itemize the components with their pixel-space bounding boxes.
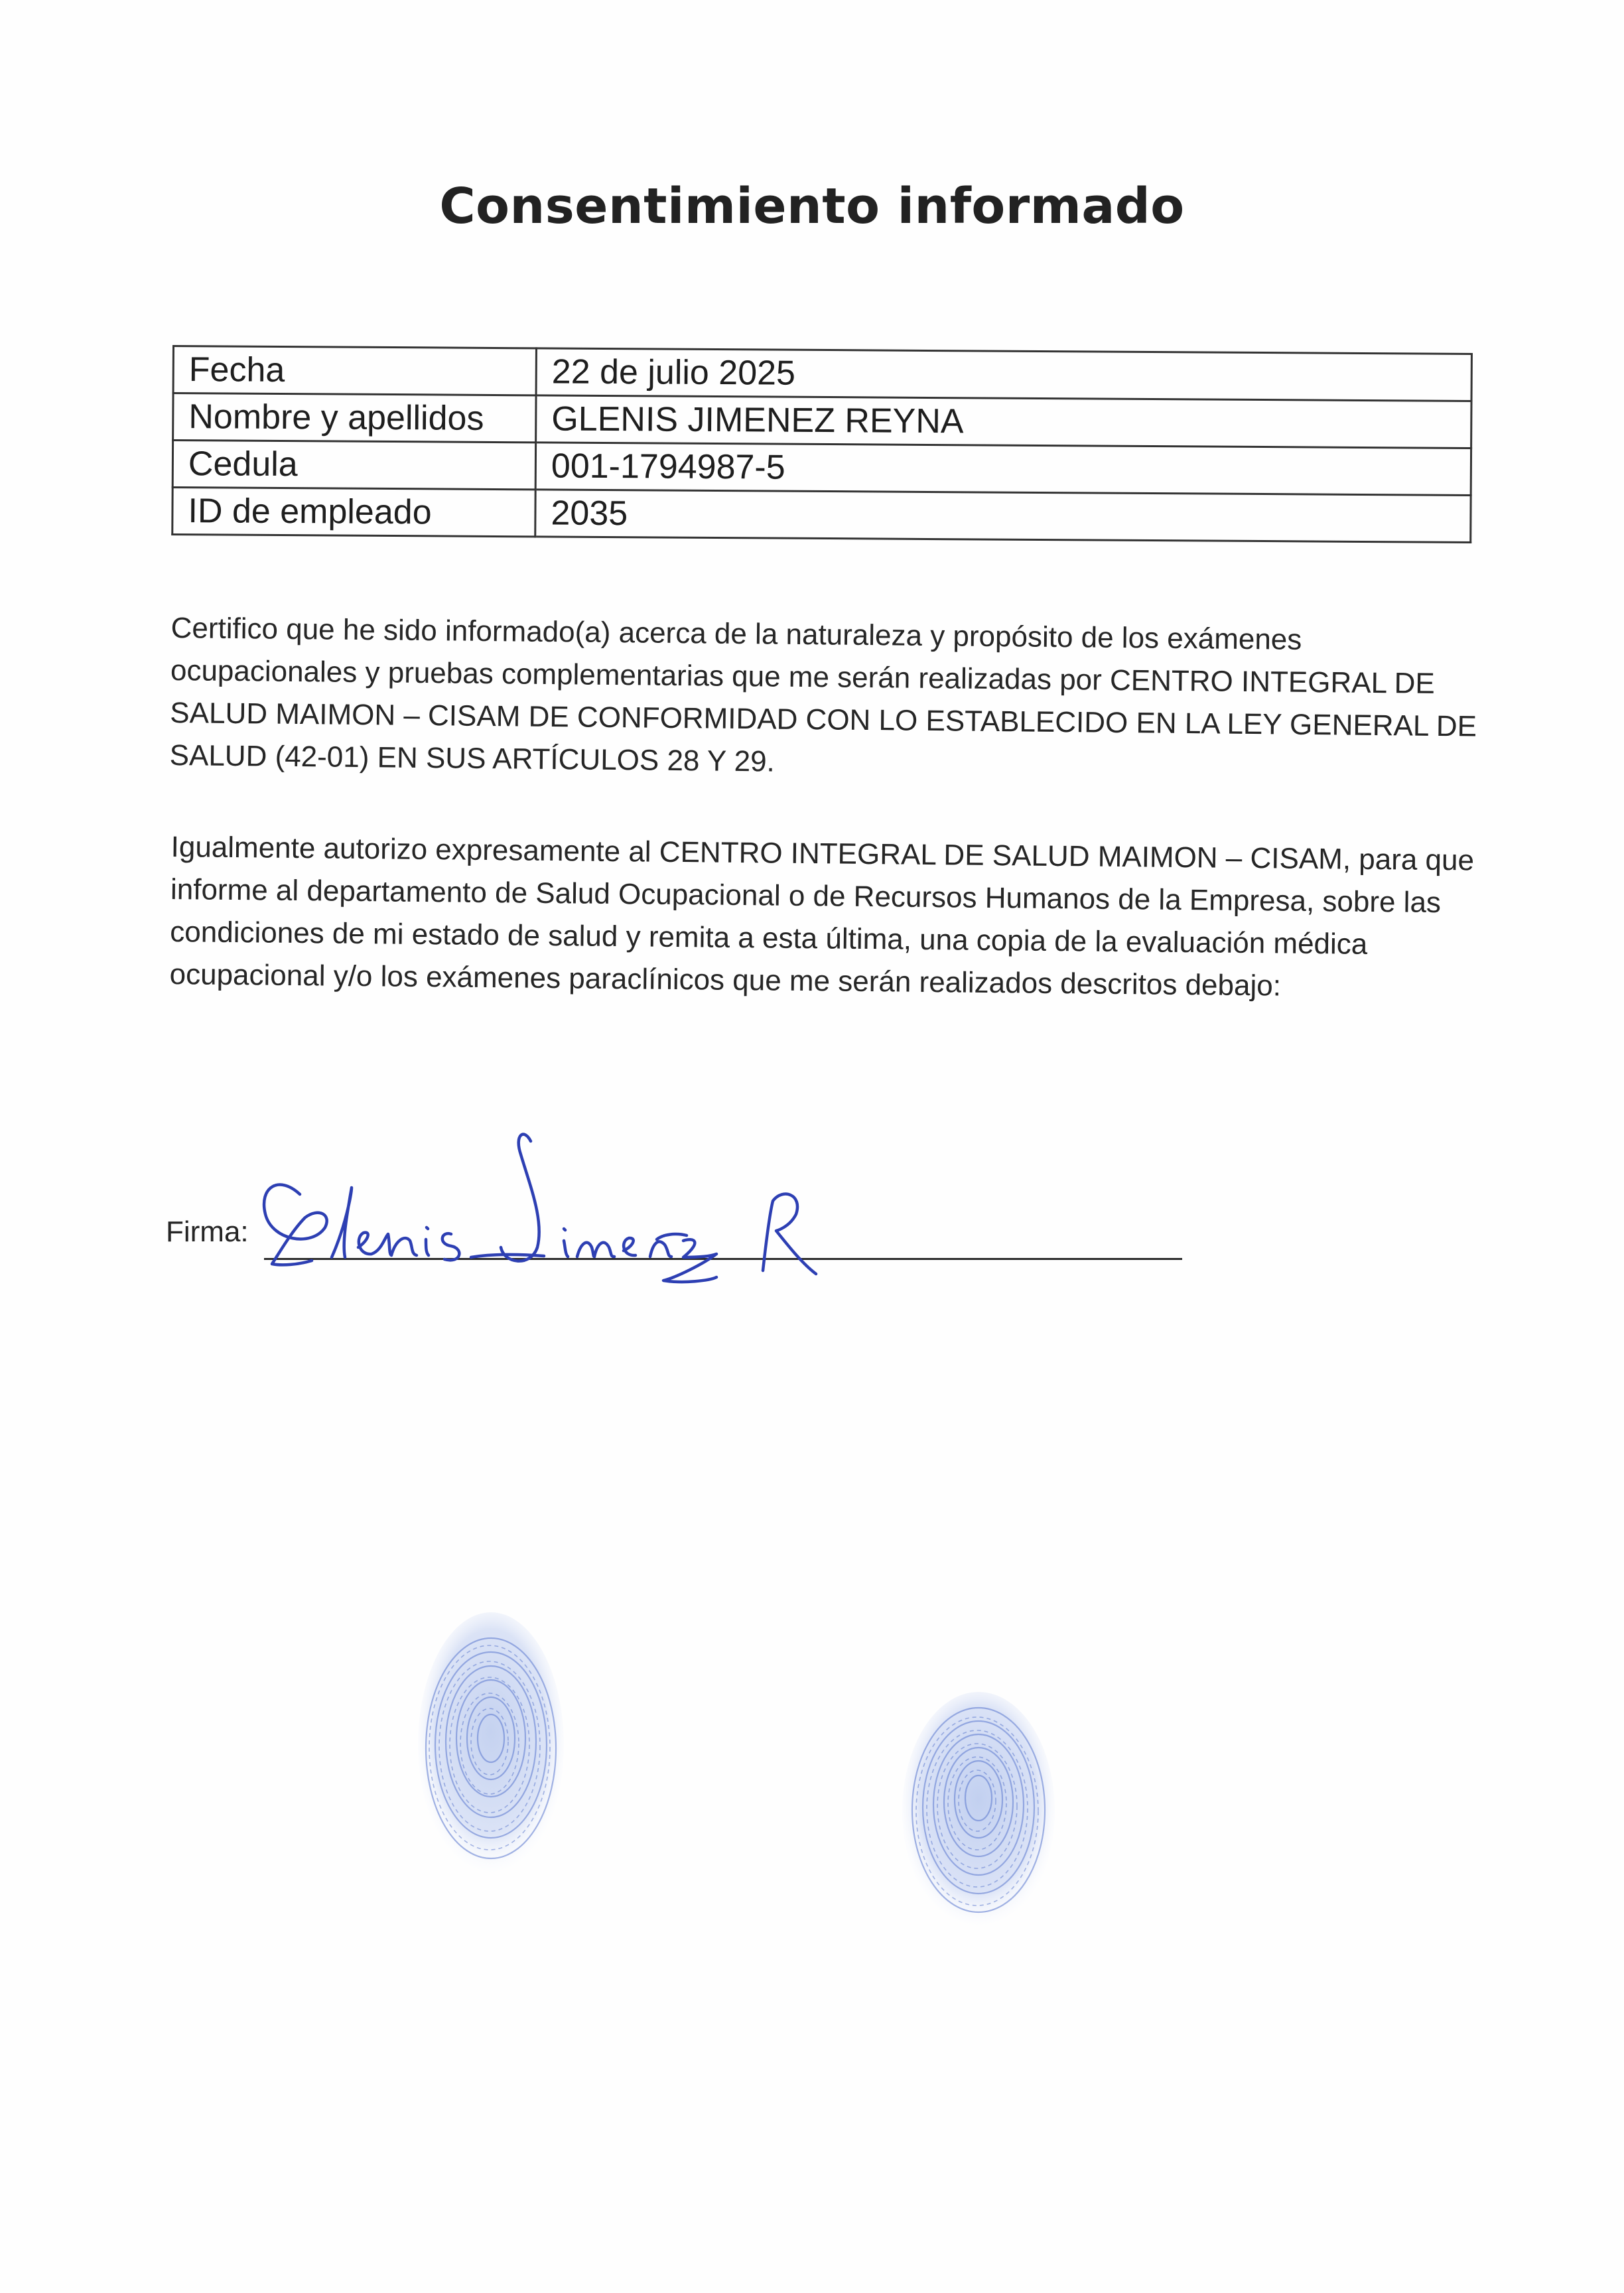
row-value-fecha: 22 de julio 2025 — [536, 348, 1471, 401]
row-value-id-empleado: 2035 — [535, 490, 1471, 543]
table-row — [172, 441, 1471, 496]
row-label-fecha: Fecha — [173, 346, 536, 395]
info-table — [171, 345, 1473, 543]
fingerprint-right-image — [896, 1685, 1061, 1937]
handwritten-signature — [252, 1115, 889, 1314]
table-row — [173, 393, 1471, 449]
row-value-cedula: 001-1794987-5 — [535, 443, 1471, 496]
table-row — [173, 346, 1471, 401]
fingerprint-left-image — [411, 1606, 571, 1884]
paragraph-certification: Certifico que he sido informado(a) acerca de la naturaleza y propósito de los exámenes ocupacionales y pruebas complementarias que me serán realizadas por CENTRO INTEGRAL DE SALUD MAIMON – CISAM DE CONFORMIDAD CON LO ESTABLECIDO EN LA LEY GENERAL DE SALUD (42-01) EN SUS ARTÍCULOS 28 Y 29. — [169, 611, 1477, 778]
signature-label: Firma: — [166, 1216, 249, 1248]
row-label-id-empleado: ID de empleado — [172, 488, 535, 537]
table-row — [172, 488, 1471, 543]
row-value-nombre: GLENIS JIMENEZ REYNA — [536, 395, 1471, 449]
row-label-cedula: Cedula — [172, 441, 535, 490]
row-label-nombre: Nombre y apellidos — [173, 393, 536, 443]
paragraph-authorization: Igualmente autorizo expresamente al CENTRO INTEGRAL DE SALUD MAIMON – CISAM, para que informe al departamento de Salud Ocupacional o de Recursos Humanos de la Empresa, sobre las condiciones de mi estado de salud y remita a esta última, una copia de la evaluación médica ocupacional y/o los exámenes paraclínicos que me serán realizados descritos debajo: — [169, 830, 1475, 1003]
document-title: Consentimiento informado — [439, 178, 1185, 235]
